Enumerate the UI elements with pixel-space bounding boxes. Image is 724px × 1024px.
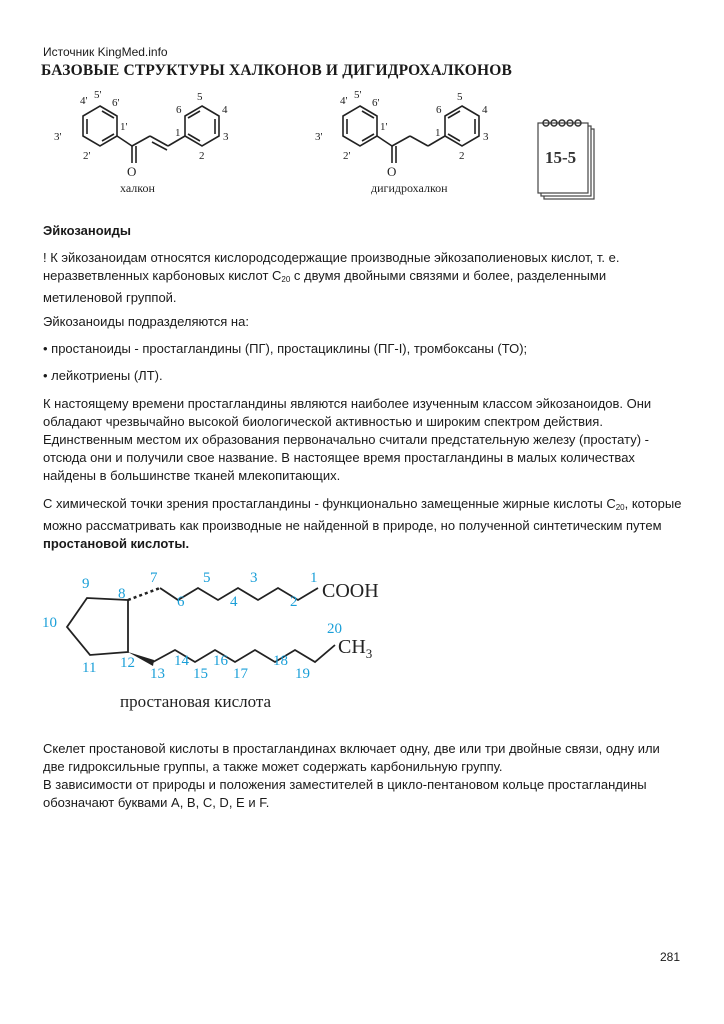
atom-label: 1'	[380, 121, 388, 133]
carbon-number: 4	[230, 594, 238, 610]
atom-label: 6	[436, 104, 442, 116]
carbon-number: 7	[150, 570, 158, 586]
ch3-group: $CH_3$	[338, 636, 373, 661]
paragraph-1: ! К эйкозаноидам относятся кислородсодержащие производные эйкозаполиеновых кислот, т. е. неразветвленных карбоновых кислот С20 с двумя двойными связями и более, разделенными метиленовой группой.	[43, 250, 620, 305]
badge-number: 15-5	[545, 148, 577, 167]
ring-a	[343, 106, 377, 146]
atom-label: 6'	[112, 97, 120, 109]
carbon-number: 2	[290, 594, 298, 610]
atom-label: 2	[199, 150, 205, 162]
paragraph-2: Эйкозаноиды подразделяются на:	[43, 314, 249, 329]
carbon-number: 18	[273, 653, 288, 669]
atom-label: 1'	[120, 121, 128, 133]
carbon-number: 3	[250, 570, 258, 586]
atom-label: 4	[222, 104, 228, 116]
carbon-number: 11	[82, 660, 97, 676]
carbon-number: 5	[203, 570, 211, 586]
carbon-number: 6	[177, 594, 185, 610]
atom-label: 3'	[54, 131, 62, 143]
calendar-icon	[532, 115, 604, 210]
carbon-number: 16	[213, 653, 228, 669]
carbon-number: 12	[120, 655, 135, 671]
paragraph-3: К настоящему времени простагландины являются наиболее изученным классом эйкозаноидов. Они обладают чрезвычайно высокой биологической активностью и широким спектром действия. Единственным местом их образования первоначально считали предстательную железу (простату) - отсюда они и получили свое название. В настоящее время простагландины в малых количествах найдены в большинстве тканей млекопитающих.	[43, 396, 652, 483]
source-label: Источник KingMed.info	[43, 45, 168, 59]
carbon-number: 8	[118, 586, 126, 602]
ring-a	[83, 106, 117, 146]
ring-b	[185, 106, 219, 146]
carbon-number: 17	[233, 666, 248, 682]
atom-label: 3	[223, 131, 229, 143]
atom-label: 2'	[343, 150, 351, 162]
atom-label: O	[387, 164, 397, 179]
atom-label: 1	[175, 127, 181, 139]
carbon-number: 10	[42, 615, 57, 631]
atom-label: 2'	[83, 150, 91, 162]
carbon-number: 19	[295, 666, 310, 682]
carbon-number: 14	[174, 653, 189, 669]
paragraph-4: С химической точки зрения простагландины - функционально замещенные жирные кислоты С20, которые можно рассматривать как производные не найденной в природе, но полученной синтетическим путем простановой кислоты.	[43, 496, 682, 551]
chalcone-label: халкон	[120, 181, 155, 195]
ring-b	[445, 106, 479, 146]
carbon-number: 1	[310, 570, 318, 586]
atom-label: 6'	[372, 97, 380, 109]
carbon-number: 20	[327, 621, 342, 637]
page-number: 281	[660, 950, 681, 964]
prostanoic-label: простановая кислота	[120, 692, 272, 711]
carbon-number: 13	[150, 666, 165, 682]
atom-label: 3	[483, 131, 489, 143]
atom-label: 5	[197, 91, 203, 103]
bullet-item: • простаноиды - простагландины (ПГ), простациклины (ПГ-I), тромбоксаны (ТО);	[43, 341, 528, 356]
prostanoic-acid-structure	[40, 560, 400, 720]
atom-label: 4'	[340, 95, 348, 107]
atom-label: 5'	[354, 89, 362, 101]
atom-label: 2	[459, 150, 465, 162]
carbon-number: 9	[82, 576, 90, 592]
atom-label: 4'	[80, 95, 88, 107]
carbon-number: 15	[193, 666, 208, 682]
section-heading: Эйкозаноиды	[43, 223, 132, 238]
cooh-group: COOH	[322, 580, 379, 602]
bullet-item: • лейкотриены (ЛТ).	[43, 368, 163, 383]
atom-label: 3'	[315, 131, 323, 143]
dihydrochalcone-structure	[315, 86, 525, 206]
atom-label: 6	[176, 104, 182, 116]
cyclopentane-ring	[67, 598, 128, 655]
atom-label: 1	[435, 127, 441, 139]
chalcone-structure	[40, 86, 310, 206]
atom-label: 4	[482, 104, 488, 116]
atom-label: 5'	[94, 89, 102, 101]
page-title: БАЗОВЫЕ СТРУКТУРЫ ХАЛКОНОВ И ДИГИДРОХАЛКОНОВ	[41, 62, 513, 79]
atom-label: O	[127, 164, 137, 179]
atom-label: 5	[457, 91, 463, 103]
paragraph-5: Скелет простановой кислоты в простагландинах включает одну, две или три двойные связи, одну или две гидроксильные группы, а также может содержать карбонильную группу. В зависимости от природы и положения заместителей в цикло-пентановом кольце простагландины обозначают буквами А, В, С, D, Е и F.	[43, 741, 660, 810]
dihydrochalcone-label: дигидрохалкон	[371, 181, 448, 195]
